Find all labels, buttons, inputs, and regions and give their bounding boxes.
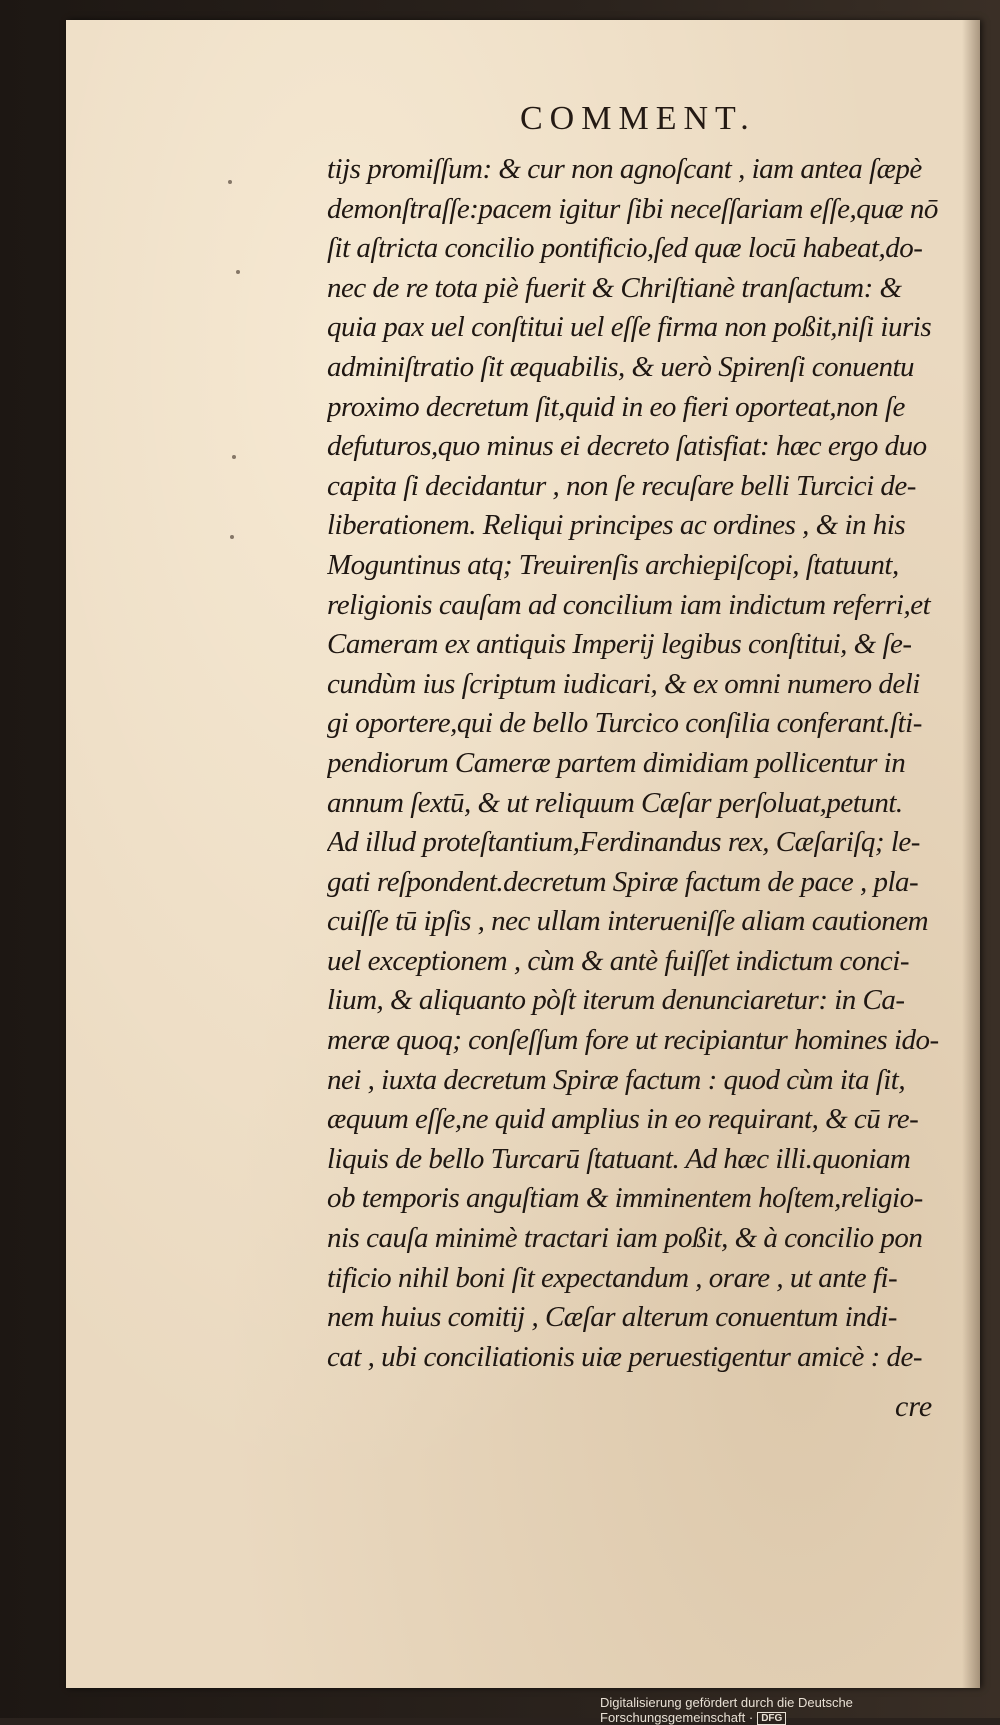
text-line: tificio nihil boni ſit expectandum , orare , ut ante fi- (327, 1261, 898, 1294)
text-line: æquum eſſe,ne quid amplius in eo requirant, & cū re- (327, 1103, 919, 1136)
running-title: COMMENT. (520, 100, 756, 137)
footer-credit (600, 1695, 1000, 1725)
text-line: demonſtraſſe:pacem igitur ſibi neceſſariam eſſe,quæ nō (327, 192, 938, 225)
text-line: cundùm ius ſcriptum iudicari, & ex omni numero deli (327, 667, 920, 700)
text-line: lium, & aliquanto pòſt iterum denunciaretur: in Ca- (327, 984, 905, 1017)
text-line: Moguntinus atq; Treuirenſis archiepiſcopi, ſtatuunt, (327, 548, 899, 581)
text-line: proximo decretum ſit,quid in eo fieri oporteat,non ſe (327, 390, 905, 423)
text-line: nei , iuxta decretum Spiræ factum : quod cùm ita ſit, (327, 1063, 906, 1096)
catchword: cre (895, 1390, 933, 1423)
text-line: uel exceptionem , cùm & antè fuiſſet indictum conci- (327, 944, 909, 977)
text-line: cat , ubi conciliationis uiæ peruestigentur amicè : de- (327, 1340, 923, 1373)
text-line: quia pax uel conſtitui uel eſſe firma non poßit,niſi iuris (327, 311, 932, 344)
text-line: tijs promiſſum: & cur non agnoſcant , iam antea ſæpè (327, 153, 922, 185)
text-line: gi oportere,qui de bello Turcico conſilia conferant.ſti- (327, 707, 922, 740)
text-line: nis cauſa minimè tractari iam poßit, & à concilio pon (327, 1222, 923, 1255)
text-line: gati reſpondent.decretum Spiræ factum de pace , pla- (327, 865, 919, 898)
text-line: Cameram ex antiquis Imperij legibus conſtitui, & ſe- (327, 628, 912, 661)
dfg-logo-icon: DFG (757, 1712, 786, 1725)
text-line: ob temporis anguſtiam & imminentem hoſtem,religio- (327, 1182, 923, 1215)
footer-text: Digitalisierung gefördert durch die Deutsche Forschungsgemeinschaft · (600, 1695, 853, 1725)
text-line: annum ſextū, & ut reliquum Cæſar perſoluat,petunt. (327, 786, 903, 819)
text-line: defuturos,quo minus ei decreto ſatisfiat: hæc ergo duo (327, 430, 927, 463)
text-line: adminiſtratio ſit æquabilis, & uerò Spirenſi conuentu (327, 350, 915, 383)
text-line: religionis cauſam ad concilium iam indictum referri,et (327, 588, 931, 621)
text-line: nec de re tota piè fuerit & Chriſtianè tranſactum: & (327, 271, 902, 304)
text-line: liquis de bello Turcarū ſtatuant. Ad hæc illi.quoniam (327, 1142, 911, 1175)
text-line: capita ſi decidantur , non ſe recuſare belli Turcici de- (327, 469, 916, 502)
text-line: cuiſſe tū ipſis , nec ullam interueniſſe aliam cautionem (327, 905, 929, 938)
text-line: Ad illud proteſtantium,Ferdinandus rex, Cæſariſq; le- (327, 826, 920, 859)
text-line: pendiorum Cameræ partem dimidiam pollicentur in (327, 746, 906, 779)
text-line: liberationem. Reliqui principes ac ordines , & in his (327, 509, 906, 542)
text-line: nem huius comitij , Cæſar alterum conuentum indi- (327, 1301, 897, 1334)
text-line: ſit aſtricta concilio pontificio,ſed quæ locū habeat,do- (327, 232, 923, 265)
text-lines (327, 150, 977, 1377)
text-line: meræ quoq; conſeſſum fore ut recipiantur homines ido- (327, 1024, 939, 1057)
